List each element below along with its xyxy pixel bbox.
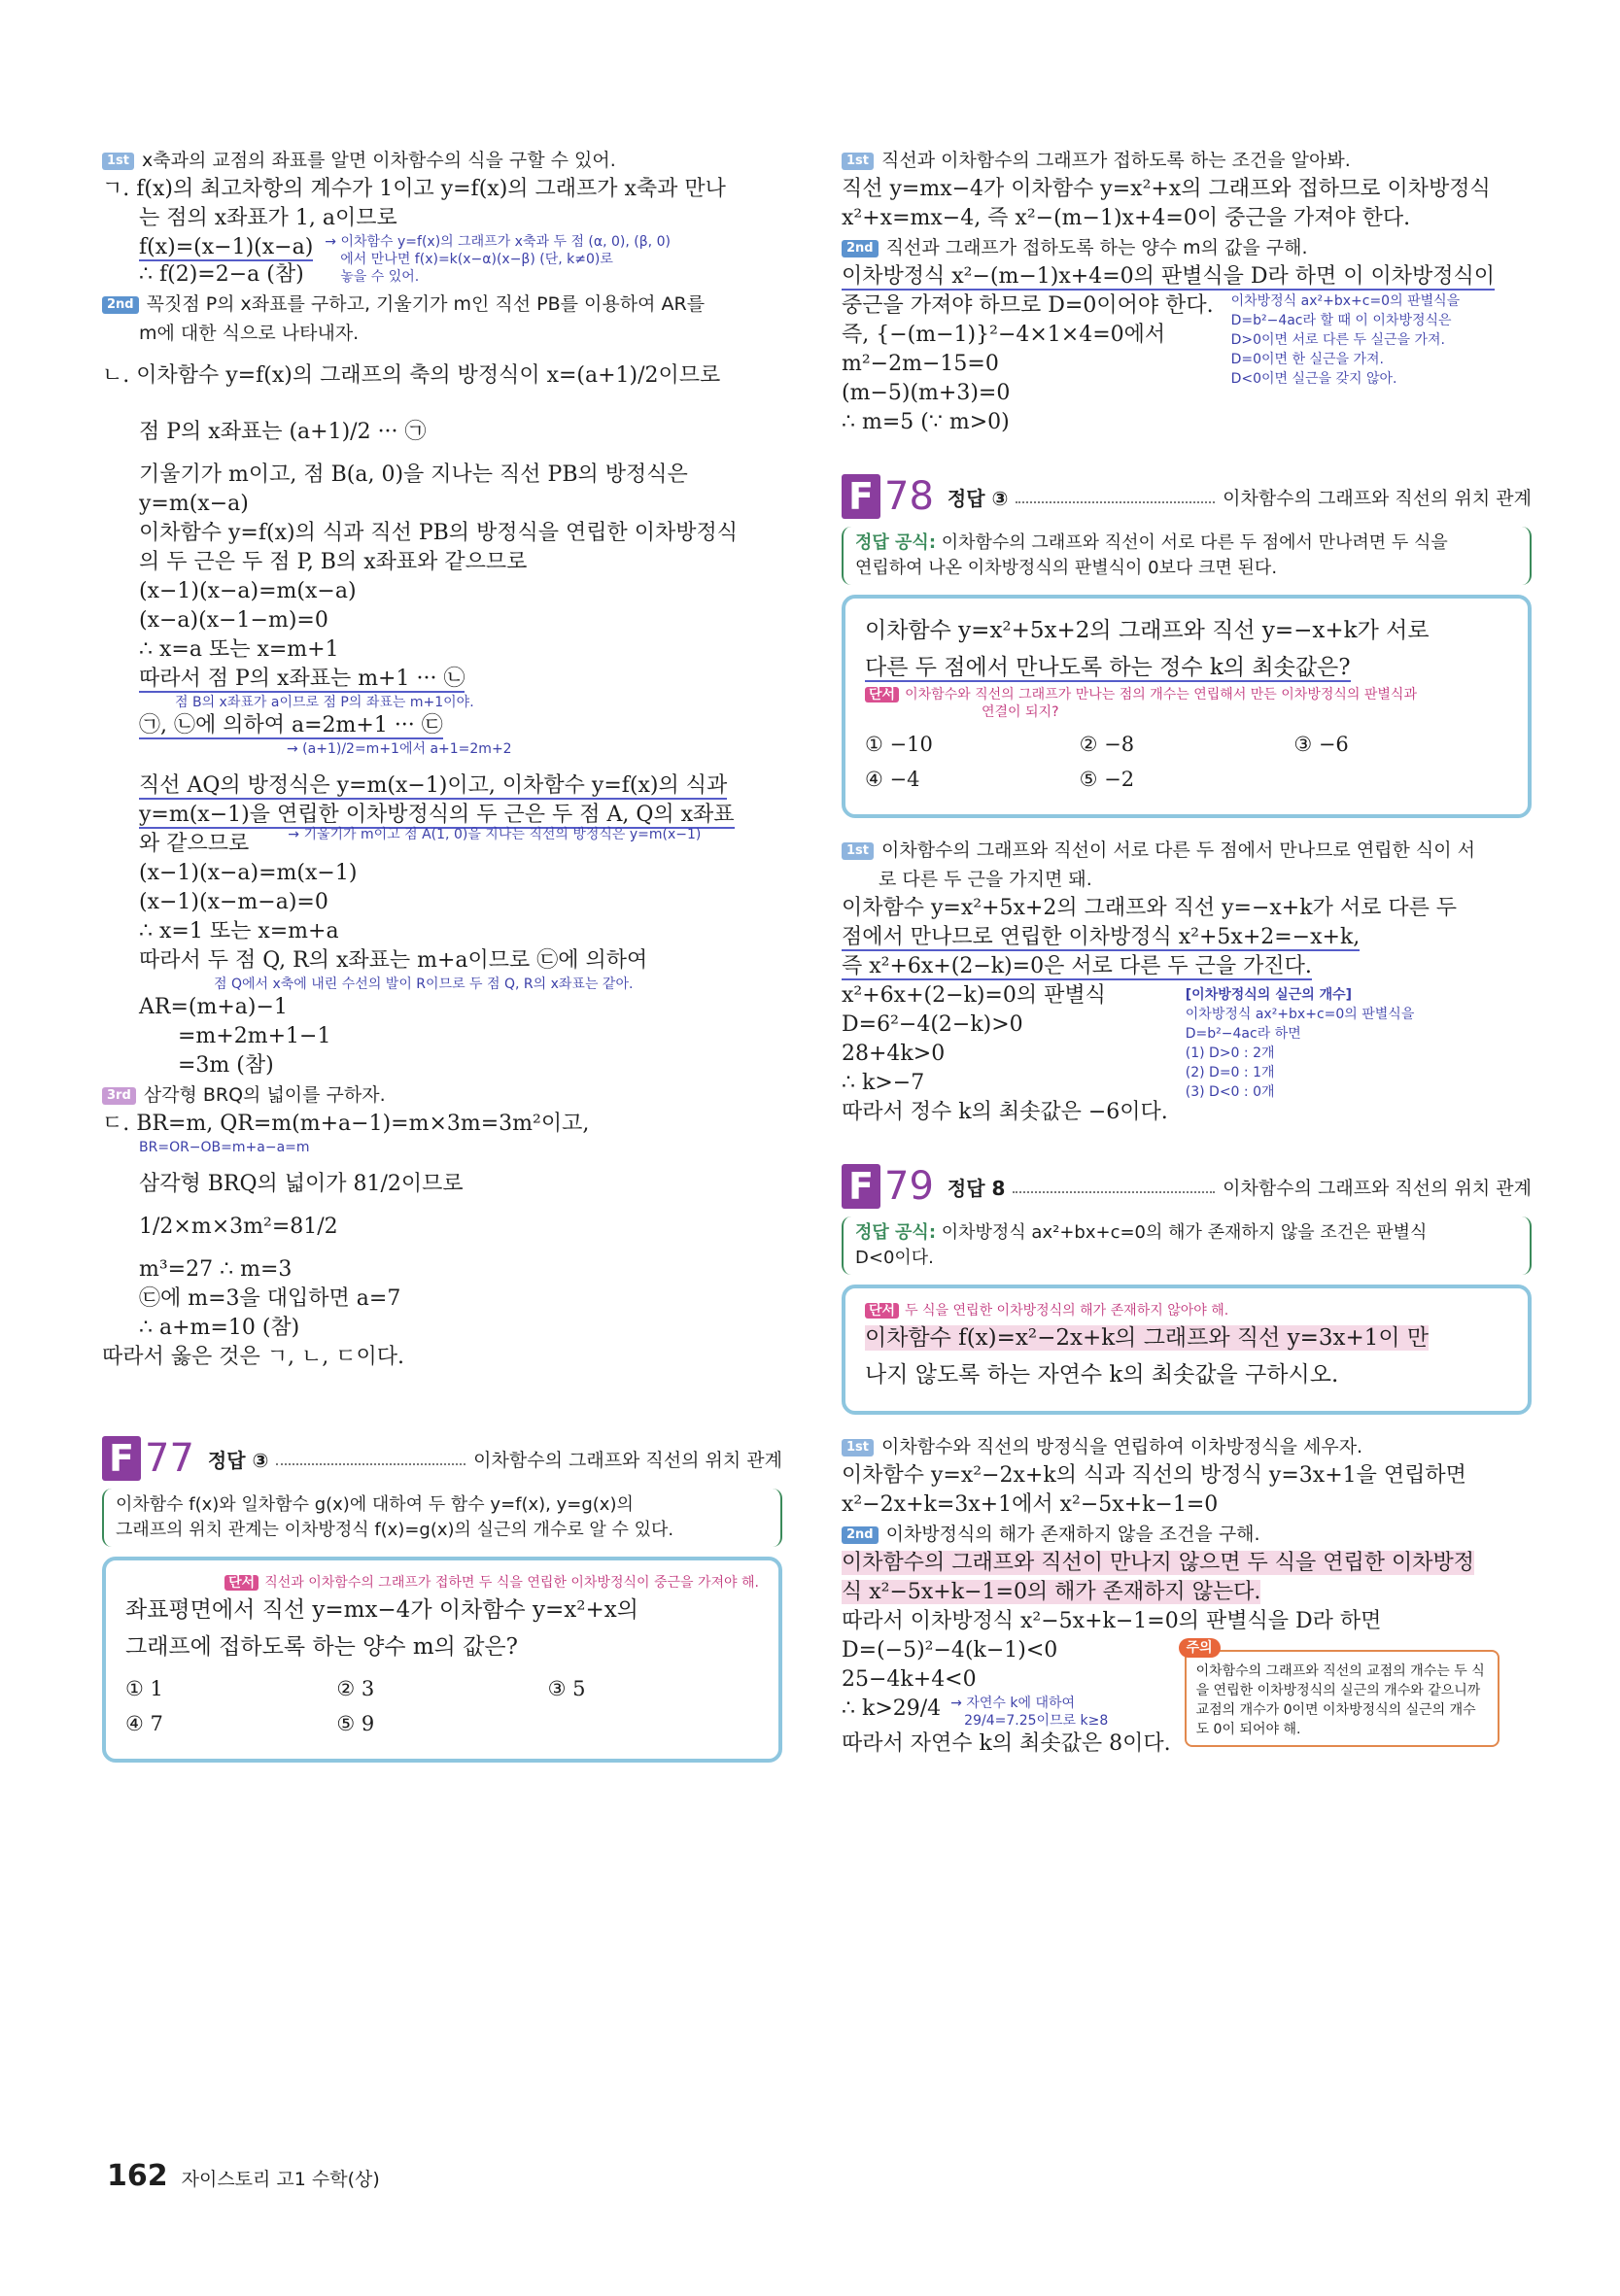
step-2-title [102, 290, 782, 319]
topic-label: 이차함수의 그래프와 직선의 위치 관계 [1223, 487, 1532, 509]
solution-line: 삼각형 BRQ의 넓이가 81/2이므로 [139, 1172, 464, 1196]
choice-3-correct[interactable]: ③ −6 [1293, 733, 1349, 756]
step-1-title [842, 146, 1532, 175]
step-text: 삼각형 BRQ의 넓이를 구하자. [143, 1084, 386, 1106]
hint [865, 1302, 1508, 1319]
underlined-text: 점에서 만나므로 연립한 이차방정식 x²+5x+2=−x+k, [842, 925, 1361, 949]
formula-text: 연립하여 나온 이차방정식의 판별식이 0보다 크면 된다. [855, 558, 1278, 578]
solution-line [102, 711, 782, 740]
hint-text: 직선과 이차함수의 그래프가 접하면 두 식을 연립한 이차방정식이 중근을 가져야 해. [264, 1575, 759, 1591]
choice-5[interactable]: ⑤ −2 [1079, 768, 1135, 791]
solution-line: 중근을 가져야 하므로 D=0이어야 한다. [842, 293, 1214, 318]
solution-line: ㉢에 m=3을 대입하면 a=7 [139, 1286, 401, 1311]
formula-text: 이차함수의 그래프와 직선이 서로 다른 두 점에서 만나려면 두 식을 [941, 532, 1448, 553]
step-badge: 2nd [842, 240, 879, 257]
annotation-note: 점 Q에서 x축에 내린 수선의 발이 R이므로 두 점 Q, R의 x좌표는 같아. [214, 977, 634, 992]
formula-text: 이차방정식 ax²+bx+c=0의 해가 존재하지 않을 조건은 판별식 [941, 1222, 1428, 1243]
formula-text: D<0이다. [855, 1248, 934, 1268]
step-2-title [842, 233, 1532, 262]
underlined-text: 따라서 점 P의 x좌표는 m+1 ··· ㉡ [139, 667, 465, 691]
step-badge: 1st [842, 153, 874, 170]
solution-line: 따라서 자연수 k의 최솟값은 8이다. [842, 1731, 1171, 1756]
solution-line: x²−2x+k=3x+1에서 x²−5x+k−1=0 [842, 1492, 1219, 1517]
solution-line: ∴ k>−7 [842, 1071, 925, 1095]
underlined-text: 다른 두 점에서 만나도록 하는 정수 k의 최솟값은? [865, 655, 1351, 680]
caution-text: 이차함수의 그래프와 직선의 교점의 개수는 두 식을 연립한 이차방정식의 실근의 개수와 같으니까 교점의 개수가 0이면 이차방정식의 실근의 개수도 0이 되어야 해. [1195, 1663, 1485, 1737]
step-text: 이차함수의 그래프와 직선이 서로 다른 두 점에서 만나므로 연립한 식이 서 [881, 840, 1476, 861]
solution-line: ㄴ. 이차함수 y=f(x)의 그래프의 축의 방정식이 x=(a+1)/2이므로 [102, 363, 721, 388]
formula-label: 정답 공식: [855, 1222, 937, 1243]
section-tag: F [102, 1436, 141, 1481]
underlined-text: f(x)=(x−1)(x−a) [139, 235, 314, 259]
step-3-title [102, 1080, 782, 1110]
solution-line: 25−4k+4<0 [842, 1667, 977, 1692]
section-tag: F [842, 474, 880, 519]
problem-header-f77 [102, 1436, 782, 1481]
solution-line: 점 P의 x좌표는 (a+1)/2 ··· ㉠ [139, 420, 427, 444]
solution-line: 1/2×m×3m²=81/2 [139, 1215, 338, 1239]
solution-line [842, 262, 1532, 291]
solution-line: (x−1)(x−a)=m(x−a) [139, 579, 357, 603]
step-badge: 1st [842, 1439, 874, 1456]
formula-label: 정답 공식: [855, 532, 937, 553]
solution-line: 의 두 근은 두 점 P, B의 x좌표와 같으므로 [139, 550, 528, 574]
step-text: x축과의 교점의 좌표를 알면 이차함수의 식을 구할 수 있어. [142, 150, 616, 171]
problem-text: 나지 않도록 하는 자연수 k의 최솟값을 구하시오. [865, 1362, 1339, 1388]
problem-text: 좌표평면에서 직선 y=mx−4가 이차함수 y=x²+x의 [125, 1597, 638, 1623]
solution-line: 따라서 두 점 Q, R의 x좌표는 m+a이므로 ㉢에 의하여 [139, 948, 648, 973]
hint-text-cont: 연결이 되지? [982, 704, 1059, 720]
topic-label: 이차함수의 그래프와 직선의 위치 관계 [473, 1449, 782, 1471]
solution-line: 기울기가 m이고, 점 B(a, 0)을 지나는 직선 PB의 방정식은 [139, 463, 688, 487]
problem-text [865, 649, 1508, 686]
problem-header-f79 [842, 1164, 1532, 1209]
solution-line: D=(−5)²−4(k−1)<0 [842, 1638, 1058, 1662]
problem-text [865, 1319, 1508, 1356]
solution-line: 이차함수 y=f(x)의 식과 직선 PB의 방정식을 연립한 이차방정식 [139, 521, 739, 545]
step-badge: 2nd [842, 1526, 879, 1544]
problem-number: 79 [884, 1164, 934, 1209]
caution-tag: 주의 [1179, 1638, 1221, 1658]
answer-label: 정답 ③ [947, 486, 1009, 510]
step-badge: 2nd [102, 296, 139, 314]
step-1-title [842, 1432, 1532, 1461]
solution-line [842, 1578, 1532, 1607]
page-footer [107, 2159, 380, 2193]
formula-text: 이차함수 f(x)와 일차함수 g(x)에 대하여 두 함수 y=f(x), y=g(x)의 [116, 1494, 634, 1515]
choice-2[interactable]: ② −8 [1079, 733, 1135, 756]
formula-box [842, 527, 1532, 585]
hint [865, 686, 1508, 703]
hint-text: 두 식을 연립한 이차방정식의 해가 존재하지 않아야 해. [905, 1303, 1229, 1319]
annotation-note: 에서 만나면 f(x)=k(x−α)(x−β) (단, k≠0)로 [340, 252, 613, 267]
annotation-note: → 자연수 k에 대하여 [950, 1696, 1076, 1711]
right-column [842, 146, 1532, 1759]
problem-box-f79 [842, 1285, 1532, 1415]
side-note-line: D=0이면 한 실근을 가져. [1230, 352, 1384, 367]
choice-4[interactable]: ④ −4 [865, 768, 920, 791]
caution-box [1185, 1640, 1499, 1747]
annotation-note: → (a+1)/2=m+1에서 a+1=2m+2 [287, 741, 512, 757]
solution-line: ∴ f(2)=2−a (참) [139, 262, 304, 287]
side-note-line: D=b²−4ac라 하면 [1185, 1026, 1301, 1042]
solution-line: ㄷ. BR=m, QR=m(m+a−1)=m×3m=3m²이고, [102, 1112, 590, 1136]
solution-line: (m−5)(m+3)=0 [842, 381, 1011, 405]
side-note-title: [이차방정식의 실근의 개수] [1185, 987, 1353, 1003]
answer-label: 정답 ③ [207, 1448, 269, 1472]
underlined-text: ㉠, ㉡에 의하여 a=2m+1 ··· ㉢ [139, 713, 443, 737]
solution-line: ∴ m=5 (∵ m>0) [842, 410, 1010, 434]
answer-label: 정답 8 [947, 1176, 1006, 1200]
highlighted-text: 이차함수의 그래프와 직선이 만나지 않으면 두 식을 연립한 이차방정 [842, 1551, 1475, 1575]
hint-tag: 단서 [224, 1575, 259, 1591]
left-column [102, 146, 782, 1780]
leader-dots [1016, 490, 1215, 503]
solution-line: ∴ x=1 또는 x=m+a [139, 919, 339, 943]
step-badge: 1st [102, 153, 134, 170]
solution-line: =m+2m+1−1 [178, 1024, 331, 1048]
solution-line: ∴ x=a 또는 x=m+1 [139, 637, 339, 662]
solution-line: (x−1)(x−a)=m(x−1) [139, 861, 358, 885]
solution-line: =3m (참) [178, 1053, 274, 1078]
step-text: 직선과 그래프가 접하도록 하는 양수 m의 값을 구해. [885, 237, 1308, 258]
solution-line: 와 같으므로 [139, 832, 250, 856]
formula-box [842, 1217, 1532, 1275]
annotation-note: 놓을 수 있어. [340, 269, 420, 285]
side-note [1231, 291, 1461, 389]
formula-box [102, 1489, 782, 1547]
side-note-line: (1) D>0 : 2개 [1185, 1045, 1275, 1061]
underlined-text: 이차방정식 x²−(m−1)x+4=0의 판별식을 D라 하면 이 이차방정식이 [842, 264, 1496, 289]
solution-line: 직선 y=mx−4가 이차함수 y=x²+x의 그래프와 접하므로 이차방정식 [842, 177, 1491, 201]
hint-text: 이차함수와 직선의 그래프가 만나는 점의 개수는 연립해서 만든 이차방정식의 판별식과 [905, 687, 1417, 703]
solution-line: ㄱ. f(x)의 최고차항의 계수가 1이고 y=f(x)의 그래프가 x축과 만나 [102, 177, 726, 201]
solution-line: 즉, {−(m−1)}²−4×1×4=0에서 [842, 323, 1166, 347]
side-note-line: (2) D=0 : 1개 [1185, 1065, 1275, 1080]
solution-line: m³=27 ∴ m=3 [139, 1257, 293, 1282]
step-2-title [842, 1520, 1532, 1549]
highlighted-text: 이차함수 f(x)=x²−2x+k의 그래프와 직선 y=3x+1이 만 [865, 1325, 1430, 1351]
choice-1[interactable]: ① 1 [125, 1677, 163, 1700]
formula-text: 그래프의 위치 관계는 이차방정식 f(x)=g(x)의 실근의 개수로 알 수 있다. [116, 1520, 674, 1540]
solution-line: 이차함수 y=x²+5x+2의 그래프와 직선 y=−x+k가 서로 다른 두 [842, 896, 1458, 920]
underlined-text: 즉 x²+6x+(2−k)=0은 서로 다른 두 근을 가진다. [842, 954, 1312, 978]
step-text: 꼭짓점 P의 x좌표를 구하고, 기울기가 m인 직선 PB를 이용하여 AR를 [146, 293, 706, 315]
problem-box-f77 [102, 1557, 782, 1763]
solution-line: AR=(m+a)−1 [139, 995, 288, 1019]
side-note [1186, 985, 1415, 1102]
hint-tag: 단서 [865, 687, 899, 703]
annotation-note: → 기울기가 m이고 점 A(1, 0)을 지나는 직선의 방정식은 y=m(x−1) [288, 827, 702, 842]
section-tag: F [842, 1164, 880, 1209]
book-title: 자이스토리 고1 수학(상) [181, 2169, 380, 2190]
choice-4[interactable]: ④ 7 [125, 1712, 163, 1735]
solution-line: 28+4k>0 [842, 1042, 946, 1066]
annotation-note: → 이차함수 y=f(x)의 그래프가 x축과 두 점 (α, 0), (β, 0) [325, 234, 671, 250]
side-note-line: D=b²−4ac라 할 때 이 이차방정식은 [1230, 313, 1452, 328]
solution-line: 이차함수 y=x²−2x+k의 식과 직선의 방정식 y=3x+1을 연립하면 [842, 1463, 1466, 1488]
solution-line [102, 771, 782, 801]
annotation-note: BR=OR−OB=m+a−a=m [139, 1140, 310, 1155]
solution-line: m²−2m−15=0 [842, 352, 999, 376]
solution-line: 따라서 이차방정식 x²−5x+k−1=0의 판별식을 D라 하면 [842, 1609, 1382, 1633]
step-text: 이차방정식의 해가 존재하지 않을 조건을 구해. [885, 1524, 1260, 1545]
leader-dots [1013, 1180, 1215, 1193]
problem-box-f78 [842, 595, 1532, 818]
choice-list [865, 727, 1508, 797]
choice-2[interactable]: ② 3 [336, 1677, 375, 1700]
step-badge: 3rd [102, 1087, 136, 1105]
hint-tag: 단서 [865, 1303, 899, 1319]
solution-line: (x−1)(x−m−a)=0 [139, 890, 328, 914]
solution-line [102, 233, 313, 262]
step-text: 이차함수와 직선의 방정식을 연립하여 이차방정식을 세우자. [881, 1436, 1363, 1457]
side-note-line: 이차방정식 ax²+bx+c=0의 판별식을 [1185, 1007, 1415, 1022]
highlighted-text: 식 x²−5x+k−1=0의 해가 존재하지 않는다. [842, 1580, 1261, 1604]
solution-line [102, 665, 782, 694]
annotation-note: 점 B의 x좌표가 a이므로 점 P의 좌표는 m+1이야. [175, 695, 474, 710]
choice-list [125, 1671, 759, 1741]
side-note-line: D>0이면 서로 다른 두 실근을 가져. [1230, 332, 1445, 348]
step-badge: 1st [842, 842, 874, 860]
side-note-line: D<0이면 실근을 갖지 않아. [1230, 371, 1397, 387]
choice-5[interactable]: ⑤ 9 [336, 1712, 375, 1735]
underlined-text: y=m(x−1)을 연립한 이차방정식의 두 근은 두 점 A, Q의 x좌표 [139, 803, 735, 827]
problem-number: 77 [145, 1436, 194, 1481]
step-1-title [842, 836, 1532, 865]
choice-3-correct[interactable]: ③ 5 [547, 1677, 586, 1700]
choice-1[interactable]: ① −10 [865, 733, 933, 756]
solution-line: x²+6x+(2−k)=0의 판별식 [842, 983, 1106, 1008]
underlined-text: 직선 AQ의 방정식은 y=m(x−1)이고, 이차함수 y=f(x)의 식과 [139, 773, 728, 798]
solution-line: y=m(x−a) [139, 492, 249, 516]
step-1-title [102, 146, 782, 175]
page-number: 162 [107, 2159, 168, 2193]
problem-text: 이차함수 y=x²+5x+2의 그래프와 직선 y=−x+k가 서로 [865, 618, 1430, 643]
solution-line: ∴ a+m=10 (참) [139, 1316, 300, 1340]
solution-line: 는 점의 x좌표가 1, a이므로 [139, 206, 397, 230]
problem-text: 그래프에 접하도록 하는 양수 m의 값은? [125, 1634, 518, 1660]
annotation-note: 29/4=7.25이므로 k≥8 [964, 1713, 1109, 1729]
step-1-title-cont: 로 다른 두 근을 가지면 돼. [879, 869, 1092, 890]
side-note-line: 이차방정식 ax²+bx+c=0의 판별식을 [1230, 293, 1461, 309]
solution-line [842, 952, 1532, 981]
solution-line: 따라서 정수 k의 최솟값은 −6이다. [842, 1100, 1168, 1124]
problem-header-f78 [842, 474, 1532, 519]
solution-line: (x−a)(x−1−m)=0 [139, 608, 328, 633]
solution-line [842, 1549, 1532, 1578]
solution-line: D=6²−4(2−k)>0 [842, 1012, 1023, 1037]
step-2-title-cont: m에 대한 식으로 나타내자. [139, 323, 360, 344]
side-note-line: (3) D<0 : 0개 [1185, 1084, 1275, 1100]
solution-line [842, 923, 1532, 952]
solution-line: 따라서 옳은 것은 ㄱ, ㄴ, ㄷ이다. [102, 1345, 404, 1369]
problem-number: 78 [884, 474, 934, 519]
topic-label: 이차함수의 그래프와 직선의 위치 관계 [1223, 1177, 1532, 1199]
solution-line: x²+x=mx−4, 즉 x²−(m−1)x+4=0이 중근을 가져야 한다. [842, 206, 1411, 230]
hint [125, 1574, 759, 1592]
step-text: 직선과 이차함수의 그래프가 접하도록 하는 조건을 알아봐. [881, 150, 1351, 171]
leader-dots [276, 1452, 465, 1465]
solution-line: ∴ k>29/4 [842, 1696, 942, 1721]
